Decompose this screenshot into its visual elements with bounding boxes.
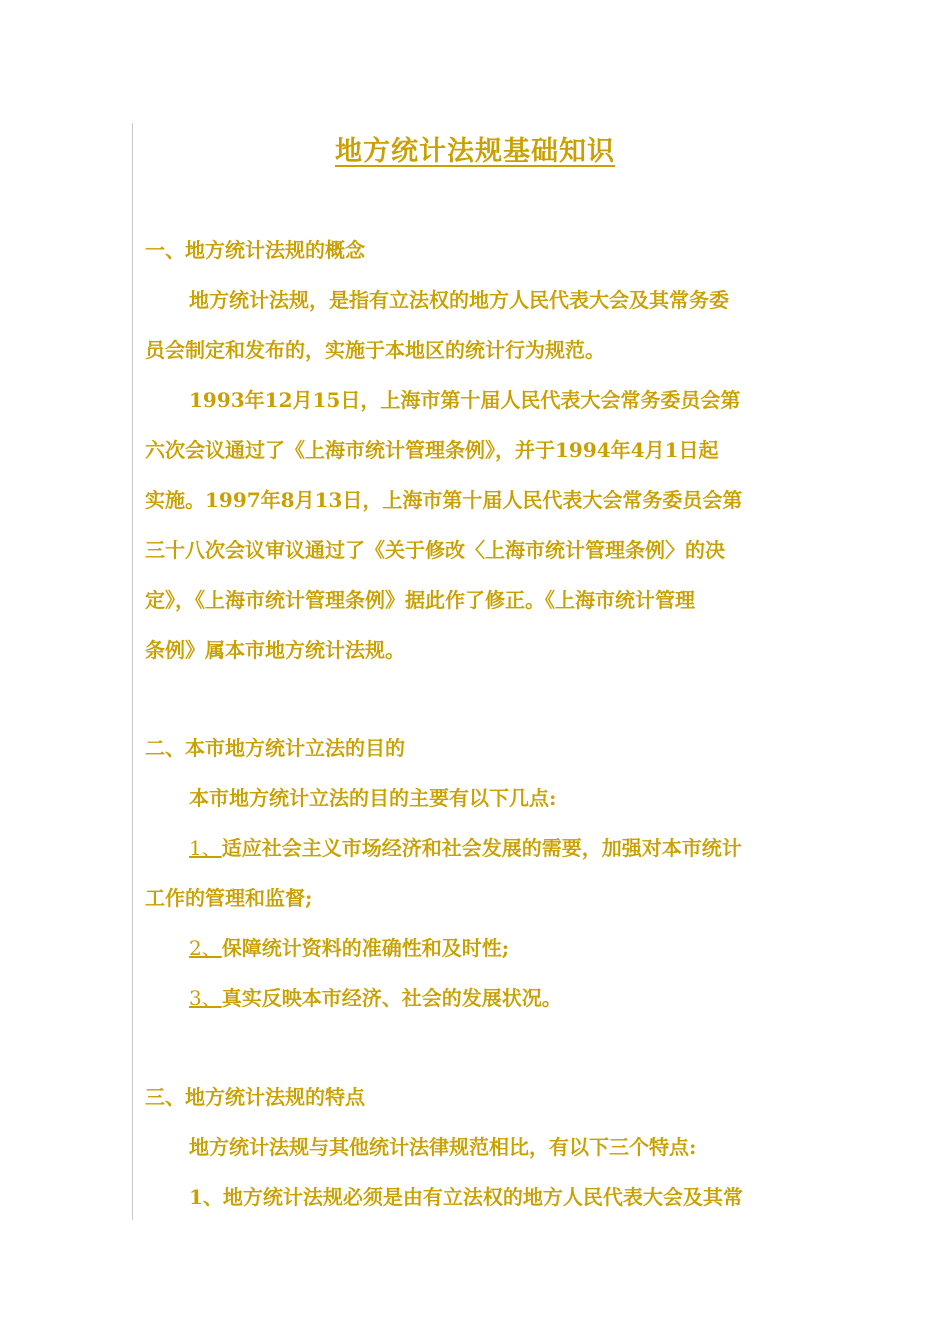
section-1-line-1: 地方统计法规，是指有立法权的地方人民代表大会及其常务委: [189, 288, 729, 312]
item-text: 真实反映本市经济、社会的发展状况。: [221, 986, 562, 1010]
section-2-item-3: [189, 982, 810, 1014]
page-margin-line: [132, 123, 133, 1220]
item-number: 3、: [189, 986, 222, 1010]
page-title: 地方统计法规基础知识: [335, 136, 615, 167]
section-1-line-8: 条例》属本市地方统计法规。: [145, 638, 405, 662]
section-2-item-1-cont: 工作的管理和监督;: [145, 886, 313, 910]
item-text: 保障统计资料的准确性和及时性;: [221, 936, 510, 960]
section-1-line-5: 实施。1997年8月13日，上海市第十届人民代表大会常务委员会第: [145, 488, 743, 512]
section-1-line-4: 六次会议通过了《上海市统计管理条例》，并于1994年4月1日起: [145, 438, 719, 462]
section-1-heading: 一、地方统计法规的概念: [145, 238, 365, 262]
item-number: 1、: [189, 836, 222, 860]
section-2-intro: 本市地方统计立法的目的主要有以下几点:: [189, 786, 557, 810]
section-1-line-2: 员会制定和发布的，实施于本地区的统计行为规范。: [145, 338, 605, 362]
section-2-item-1: [189, 832, 810, 864]
item-text: 适应社会主义市场经济和社会发展的需要，加强对本市统计: [221, 836, 742, 860]
section-3-heading: 三、地方统计法规的特点: [145, 1085, 365, 1109]
section-2-heading: 二、本市地方统计立法的目的: [145, 736, 405, 760]
section-1-line-7: 定》，《上海市统计管理条例》据此作了修正。《上海市统计管理: [145, 588, 695, 612]
section-2-item-2: [189, 932, 810, 964]
item-number: 2、: [189, 936, 222, 960]
section-1-line-3: 1993年12月15日，上海市第十届人民代表大会常务委员会第: [189, 388, 741, 412]
section-1-line-6: 三十八次会议审议通过了《关于修改〈上海市统计管理条例〉的决: [145, 538, 725, 562]
section-3-intro: 地方统计法规与其他统计法律规范相比，有以下三个特点:: [189, 1135, 697, 1159]
section-3-line-1: 1、地方统计法规必须是由有立法权的地方人民代表大会及其常: [189, 1185, 743, 1209]
